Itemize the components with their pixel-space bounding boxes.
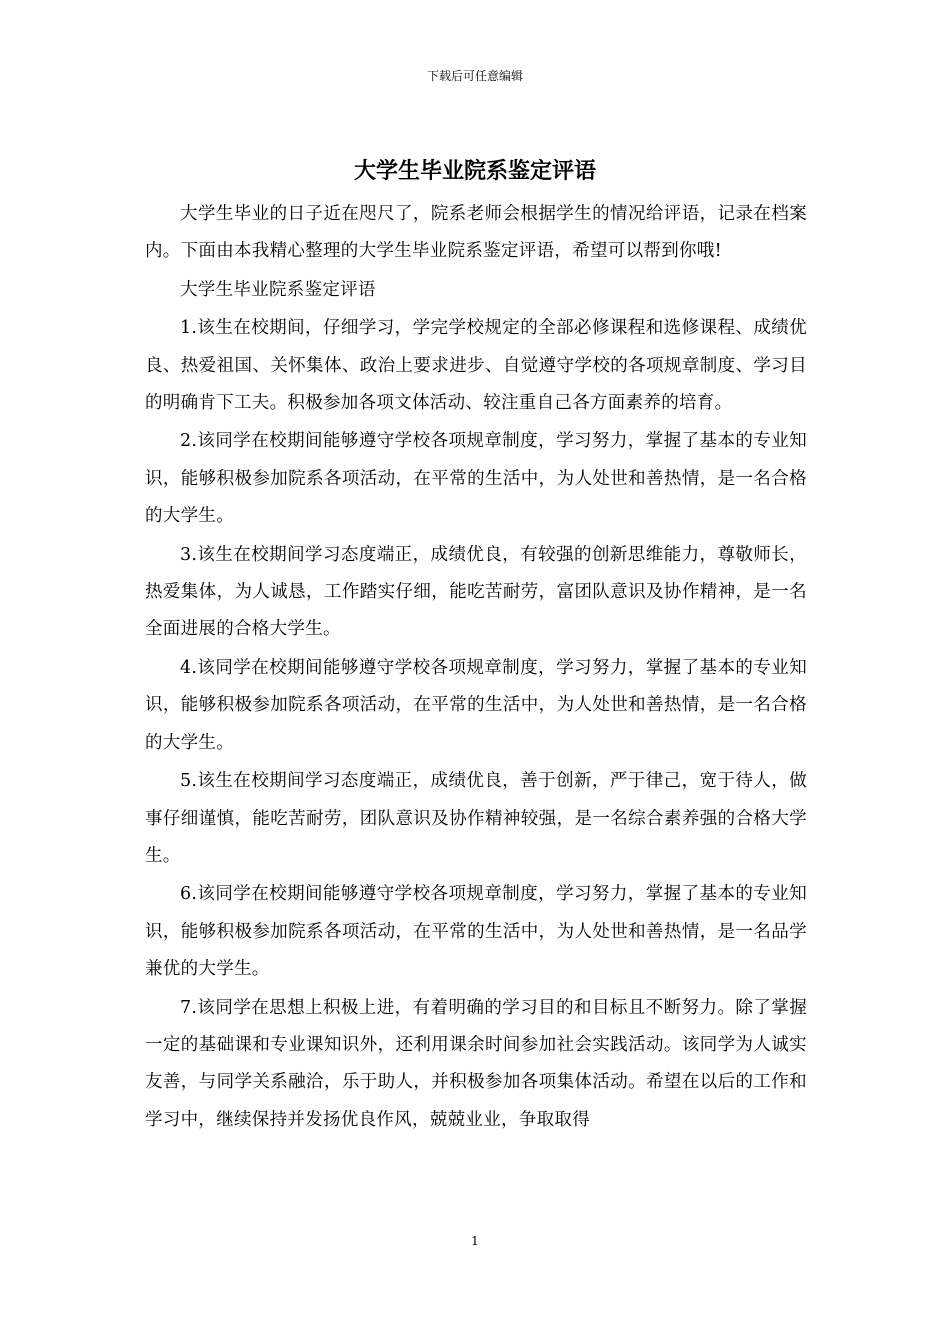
document-body (145, 196, 807, 1140)
comment-item-6: 6.该同学在校期间能够遵守学校各项规章制度，学习努力，掌握了基本的专业知识，能够积极参加院系各项活动，在平常的生活中，为人处世和善热情，是一名品学兼优的大学生。 (145, 884, 807, 980)
comment-item-3: 3.该生在校期间学习态度端正，成绩优良，有较强的创新思维能力，尊敬师长，热爱集体，为人诚恳，工作踏实仔细，能吃苦耐劳，富团队意识及协作精神，是一名全面进展的合格大学生。 (145, 544, 807, 640)
comment-item-7: 7.该同学在思想上积极上进，有着明确的学习目的和目标且不断努力。除了掌握一定的基础课和专业课知识外，还利用课余时间参加社会实践活动。该同学为人诚实友善，与同学关系融洽，乐于助人，并积极参加各项集体活动。希望在以后的工作和学习中，继续保持并发扬优良作风，兢兢业业，争取取得 (145, 997, 807, 1130)
header-note: 下载后可任意编辑 (426, 69, 523, 83)
intro-paragraph: 大学生毕业的日子近在咫尺了，院系老师会根据学生的情况给评语，记录在档案内。下面由本我精心整理的大学生毕业院系鉴定评语，希望可以帮到你哦! (145, 204, 807, 262)
comment-item-5: 5.该生在校期间学习态度端正，成绩优良，善于创新，严于律己，宽于待人，做事仔细谨慎，能吃苦耐劳，团队意识及协作精神较强，是一名综合素养强的合格大学生。 (145, 771, 807, 866)
comment-item-4: 4.该同学在校期间能够遵守学校各项规章制度，学习努力，掌握了基本的专业知识，能够积极参加院系各项活动，在平常的生活中，为人处世和善热情，是一名合格的大学生。 (145, 657, 807, 753)
comment-item-1: 1.该生在校期间，仔细学习，学完学校规定的全部必修课程和选修课程、成绩优良、热爱祖国、关怀集体、政治上要求进步、自觉遵守学校的各项规章制度、学习目的明确肯下工夫。积极参加各项文体活动、较注重自己各方面素养的培育。 (145, 318, 807, 414)
document-title: 大学生毕业院系鉴定评语 (353, 158, 596, 184)
section-heading: 大学生毕业院系鉴定评语 (180, 279, 376, 300)
page-number: 1 (471, 1234, 479, 1248)
comment-item-2: 2.该同学在校期间能够遵守学校各项规章制度，学习努力，掌握了基本的专业知识，能够积极参加院系各项活动，在平常的生活中，为人处世和善热情，是一名合格的大学生。 (145, 431, 807, 527)
